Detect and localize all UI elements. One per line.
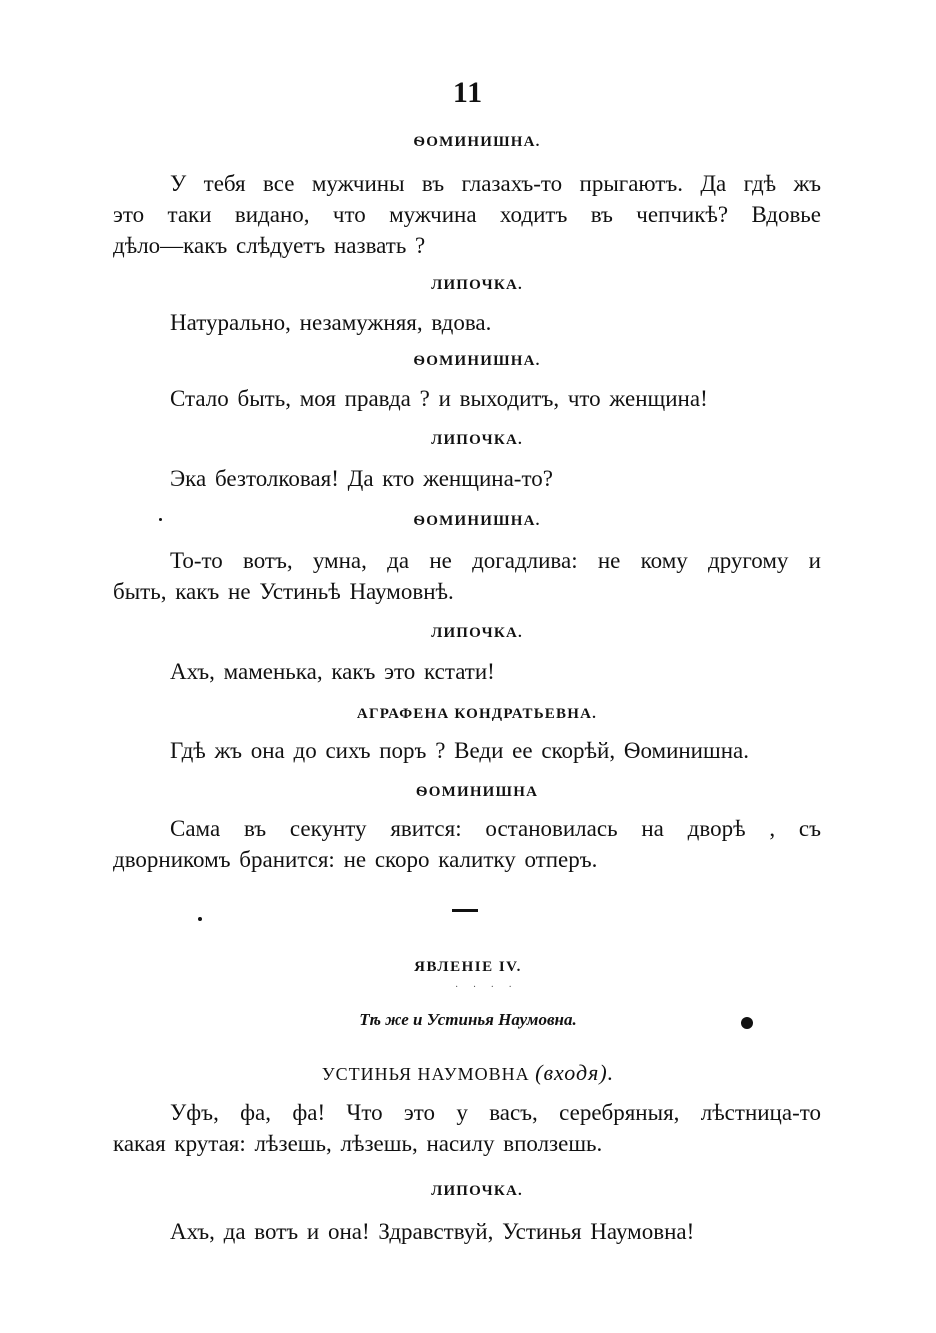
stage-direction: Тѣ же и Устинья Наумовна. [359,1010,577,1029]
speaker-name: ѲОМИНИШНА. [413,513,541,529]
speech-line: быть, какъ не Устиньѣ Наумовнѣ. [113,579,454,604]
speaker-name: ЛИПОЧКА. [431,432,523,448]
ink-speck [198,917,202,921]
speech-text [113,307,821,338]
speaker-name-text: УСТИНЬЯ НАУМОВНА [321,1064,530,1084]
speech-text [113,813,821,844]
speech-text [113,463,821,494]
speech-line: дворникомъ бранится: не скоро калитку отперъ. [113,847,598,872]
ink-speck [159,518,162,521]
dialogue-entry [113,625,821,642]
scene-title: ЯВЛЕНІЕ IV. [414,959,522,975]
dialogue-entry [113,513,821,530]
speaker-name [0,1060,936,1086]
speech-text [113,230,821,261]
speaker-name: АГРАФЕНА КОНДРАТЬЕВНА. [356,706,598,722]
speech-text [113,844,821,875]
dialogue-entry [113,1183,821,1200]
speech-line: это таки видано, что мужчина ходитъ въ чепчикѣ? Вдовье [113,202,821,227]
speaker-note: (входя). [535,1060,615,1085]
speech-text [113,656,821,687]
speaker-name: ѲОМИНИШНА. [413,134,541,150]
speech-text [113,1097,821,1128]
speech-line: Уфъ, фа, фа! Что это у васъ, серебряныя, лѣстница-то [170,1100,821,1125]
speech-text [113,576,821,607]
speech-line: Сама въ секунту явится: остановилась на дворѣ , съ [170,816,821,841]
speech-line: какая крутая: лѣзешь, лѣзешь, насилу вползешь. [113,1131,603,1156]
speech-line: Ахъ, маменька, какъ это кстати! [170,659,495,684]
dialogue-entry [113,432,821,449]
speaker-name: ЛИПОЧКА. [431,277,523,293]
ink-blot [741,1017,753,1029]
page-number: 11 [452,76,484,109]
speech-text [113,383,821,414]
speaker-name: ѲОМИНИШНА [415,784,539,800]
dialogue-entry [113,277,821,294]
speech-line: Гдѣ жъ она до сихъ поръ ? Веди ее скорѣй, Ѳоминишна. [170,738,749,763]
speech-text [113,545,821,576]
speech-line: Стало быть, моя правда ? и выходитъ, что женщина! [170,386,708,411]
speech-line: Эка безтолковая! Да кто женщина-то? [170,466,553,491]
dialogue-entry [113,706,821,723]
speech-line: То-то вотъ, умна, да не догадлива: не кому другому и [170,548,821,573]
dialogue-entry [113,353,821,370]
speech-line: У тебя все мужчины въ глазахъ-то прыгаютъ. Да гдѣ жъ [170,171,821,196]
speech-line: Ахъ, да вотъ и она! Здравствуй, Устинья Наумовна! [170,1219,695,1244]
decorative-dots: · · · · [455,982,518,993]
speech-text [113,199,821,230]
speaker-name: ѲОМИНИШНА. [413,353,541,369]
section-divider [452,909,478,912]
speaker-name: ЛИПОЧКА. [431,1183,523,1199]
speech-text [113,168,821,199]
speaker-name: ЛИПОЧКА. [431,625,523,641]
speech-text [113,1216,821,1247]
speech-line: дѣло—какъ слѣдуетъ назвать ? [113,233,426,258]
speech-text [113,735,821,766]
speech-text [113,1128,821,1159]
speech-line: Натурально, незамужняя, вдова. [170,310,492,335]
dialogue-entry [113,784,821,801]
dialogue-entry [113,134,821,151]
